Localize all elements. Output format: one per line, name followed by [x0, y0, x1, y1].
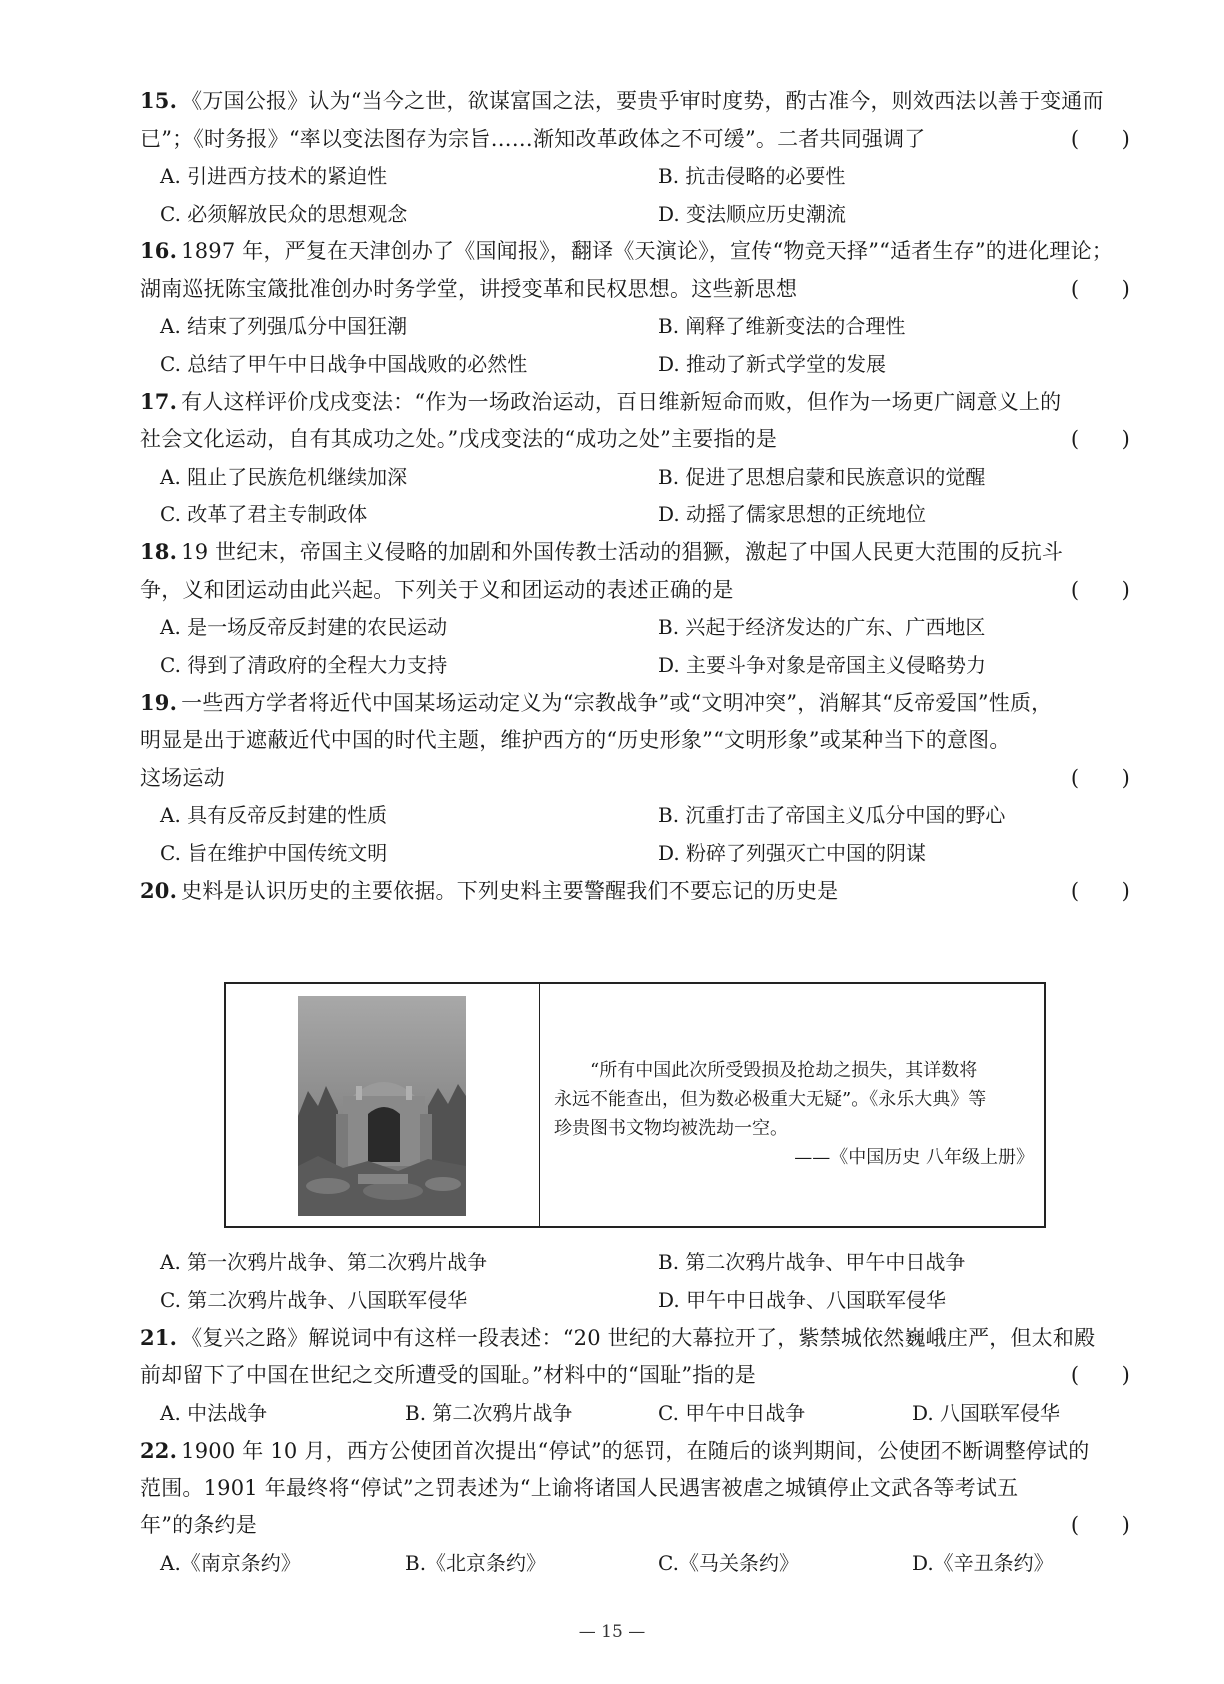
q22-line1 [140, 1436, 1130, 1466]
q19-number: 19. [140, 690, 178, 715]
q16-option-a[interactable]: A. 结束了列强瓜分中国狂潮 [160, 314, 408, 338]
q19-line1 [140, 688, 1130, 718]
q22-text1: 1900 年 10 月，西方公使团首次提出“停试”的惩罚，在随后的谈判期间，公使团不断调整停试的 [181, 1439, 1090, 1463]
q22-text3: 年”的条约是 [140, 1513, 257, 1537]
q21-option-b[interactable]: B. 第二次鸦片战争 [405, 1401, 573, 1425]
q15-answer-paren: ( ) [1070, 127, 1130, 151]
q15-text1: 《万国公报》认为“当今之世，欲谋富国之法，要贵乎审时度势，酌古准今，则效西法以善于变通而 [181, 89, 1104, 113]
q17-answer-paren: ( ) [1070, 427, 1130, 451]
q17-number: 17. [140, 389, 178, 414]
q20-line1 [140, 876, 1130, 906]
q15-option-b[interactable]: B. 抗击侵略的必要性 [658, 164, 846, 188]
q15-text2: 已”；《时务报》“率以变法图存为宗旨……渐知改革政体之不可缓”。二者共同强调了 [140, 127, 926, 151]
q22-option-a[interactable]: A.《南京条约》 [160, 1551, 301, 1575]
q22-option-d[interactable]: D.《辛丑条约》 [912, 1551, 1054, 1575]
q22-answer-paren: ( ) [1070, 1513, 1130, 1537]
page-number: — 15 — [578, 1622, 646, 1642]
q15-option-a[interactable]: A. 引进西方技术的紧迫性 [160, 164, 388, 188]
q18-line2 [140, 575, 1130, 605]
q20-text1: 史料是认识历史的主要依据。下列史料主要警醒我们不要忘记的历史是 [181, 879, 839, 903]
q17-text2: 社会文化运动，自有其成功之处。”戊戌变法的“成功之处”主要指的是 [140, 427, 778, 451]
q22-line3 [140, 1510, 1130, 1540]
q18-option-b[interactable]: B. 兴起于经济发达的广东、广西地区 [658, 615, 986, 639]
q21-option-c[interactable]: C. 甲午中日战争 [658, 1401, 806, 1425]
q16-text2: 湖南巡抚陈宝箴批准创办时务学堂，讲授变革和民权思想。这些新思想 [140, 277, 798, 301]
q16-text1: 1897 年，严复在天津创办了《国闻报》，翻译《天演论》，宣传“物竞天择”“适者生存”的进化理论； [181, 239, 1113, 263]
historical-quote [554, 1056, 1034, 1172]
q19-option-c[interactable]: C. 旨在维护中国传统文明 [160, 841, 388, 865]
q18-text2: 争，义和团运动由此兴起。下列关于义和团运动的表述正确的是 [140, 578, 734, 602]
q18-line1 [140, 537, 1130, 567]
q18-answer-paren: ( ) [1070, 578, 1130, 602]
q21-text2: 前却留下了中国在世纪之交所遭受的国耻。”材料中的“国耻”指的是 [140, 1363, 756, 1387]
q16-option-d[interactable]: D. 推动了新式学堂的发展 [658, 352, 887, 376]
q18-number: 18. [140, 539, 178, 564]
q16-option-c[interactable]: C. 总结了甲午中日战争中国战败的必然性 [160, 352, 528, 376]
q21-number: 21. [140, 1325, 178, 1350]
q17-option-a[interactable]: A. 阻止了民族危机继续加深 [160, 465, 408, 489]
q21-line2 [140, 1360, 1130, 1390]
q17-option-c[interactable]: C. 改革了君主专制政体 [160, 502, 368, 526]
q17-line1 [140, 387, 1130, 417]
q20-option-d[interactable]: D. 甲午中日战争、八国联军侵华 [658, 1288, 947, 1312]
q19-answer-paren: ( ) [1070, 766, 1130, 790]
q17-line2 [140, 424, 1130, 454]
q22-option-b[interactable]: B.《北京条约》 [405, 1551, 547, 1575]
q21-text1: 《复兴之路》解说词中有这样一段表述：“20 世纪的大幕拉开了，紫禁城依然巍峨庄严，但太和殿 [181, 1326, 1096, 1350]
q21-option-d[interactable]: D. 八国联军侵华 [912, 1401, 1061, 1425]
q19-option-a[interactable]: A. 具有反帝反封建的性质 [160, 803, 388, 827]
q22-option-c[interactable]: C.《马关条约》 [658, 1551, 799, 1575]
q22-number: 22. [140, 1438, 178, 1463]
q17-option-b[interactable]: B. 促进了思想启蒙和民族意识的觉醒 [658, 465, 986, 489]
q19-line2 [140, 725, 1130, 755]
q15-line1 [140, 86, 1130, 116]
q15-option-d[interactable]: D. 变法顺应历史潮流 [658, 202, 847, 226]
q19-line3 [140, 763, 1130, 793]
ruins-photo [298, 996, 466, 1216]
q16-number: 16. [140, 238, 178, 263]
q18-text1: 19 世纪末，帝国主义侵略的加剧和外国传教士活动的猖獗，激起了中国人民更大范围的反抗斗 [181, 540, 1064, 564]
q20-option-b[interactable]: B. 第二次鸦片战争、甲午中日战争 [658, 1250, 966, 1274]
q15-line2 [140, 124, 1130, 154]
q20-number: 20. [140, 878, 178, 903]
q19-option-b[interactable]: B. 沉重打击了帝国主义瓜分中国的野心 [658, 803, 1006, 827]
q21-option-a[interactable]: A. 中法战争 [160, 1401, 268, 1425]
q19-text3: 这场运动 [140, 766, 225, 790]
q21-line1 [140, 1323, 1130, 1353]
q18-option-a[interactable]: A. 是一场反帝反封建的农民运动 [160, 615, 448, 639]
q19-text1: 一些西方学者将近代中国某场运动定义为“宗教战争”或“文明冲突”，消解其“反帝爱国”性质， [181, 691, 1053, 715]
q20-source-box [224, 982, 1046, 1228]
q19-option-d[interactable]: D. 粉碎了列强灭亡中国的阴谋 [658, 841, 927, 865]
q17-text1: 有人这样评价戊戌变法：“作为一场政治运动，百日维新短命而败，但作为一场更广阔意义上的 [181, 390, 1062, 414]
q18-option-c[interactable]: C. 得到了清政府的全程大力支持 [160, 653, 448, 677]
q19-text2: 明显是出于遮蔽近代中国的时代主题，维护西方的“历史形象”“文明形象”或某种当下的意图。 [140, 728, 1011, 752]
q16-line1 [140, 236, 1130, 266]
q20-option-c[interactable]: C. 第二次鸦片战争、八国联军侵华 [160, 1288, 468, 1312]
q21-answer-paren: ( ) [1070, 1363, 1130, 1387]
quote-source: ——《中国历史 八年级上册》 [794, 1147, 1034, 1168]
q15-option-c[interactable]: C. 必须解放民众的思想观念 [160, 202, 408, 226]
source-box-divider [539, 984, 540, 1226]
q16-option-b[interactable]: B. 阐释了维新变法的合理性 [658, 314, 906, 338]
quote-line3: 珍贵图书文物均被洗劫一空。 [554, 1118, 788, 1139]
q22-text2: 范围。1901 年最终将“停试”之罚表述为“上谕将诸国人民遇害被虐之城镇停止文武各等考试五 [140, 1476, 1019, 1500]
q16-line2 [140, 274, 1130, 304]
q15-number: 15. [140, 88, 178, 113]
q22-line2 [140, 1473, 1130, 1503]
q18-option-d[interactable]: D. 主要斗争对象是帝国主义侵略势力 [658, 653, 987, 677]
quote-line1: “所有中国此次所受毁损及抢劫之损失，其详数将 [590, 1060, 978, 1081]
q20-answer-paren: ( ) [1070, 879, 1130, 903]
q20-option-a[interactable]: A. 第一次鸦片战争、第二次鸦片战争 [160, 1250, 488, 1274]
q16-answer-paren: ( ) [1070, 277, 1130, 301]
q17-option-d[interactable]: D. 动摇了儒家思想的正统地位 [658, 502, 927, 526]
quote-line2: 永远不能查出，但为数必极重大无疑”。《永乐大典》等 [554, 1089, 987, 1110]
